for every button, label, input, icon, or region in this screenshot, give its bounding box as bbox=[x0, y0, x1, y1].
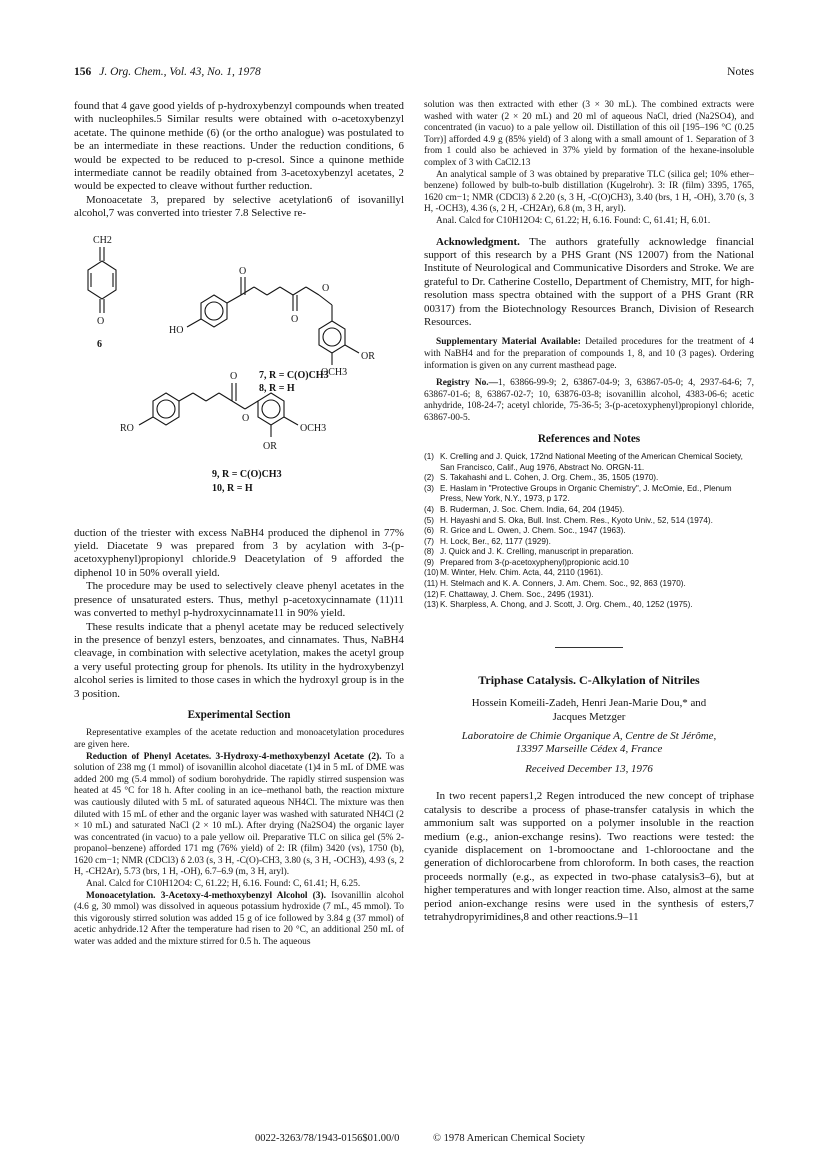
experimental-paragraph: solution was then extracted with ether (3 × 30 mL). The combined extracts were washed with water (2 × 20 mL) and 20 ml of aqueous NaCl, dried (Na2SO4), and concentrated (in vacuo) to a pale yellow oil. Distillation of this oil [195–196 °C (0.25 Torr)] afforded 4.9 g (85% yield) of 3 along with a small amount of 1. Separation of 3 from 1 could also be achieved in 37% yield by formation of the hexane-insoluble complex of 3 with CaCl2.13 bbox=[424, 100, 754, 168]
acknowledgment-title: Acknowledgment. bbox=[436, 235, 520, 248]
reference-item: (2) S. Takahashi and L. Cohen, J. Org. Chem., 35, 1505 (1970). bbox=[424, 473, 659, 483]
references-heading: References and Notes bbox=[537, 432, 641, 445]
procedure-body: To a solution of 238 mg (1 mmol) of isovanillin alcohol diacetate (1)4 in 5 mL of DME was added 200 mg (5.4 mmol) of sodium borohydride. The rapidly stirred suspension was heated at 45 °C for 18 h. After cooling in an ice–methanol bath, the reaction mixture was cautiously diluted with 5 mL of saturated aqueous NH4Cl. The mixture was then diluted with 15 mL of ether and the organic layer was washed with saturated NH4Cl (2 × 10 mL) and saturated NaCl (2 × 10 mL). After drying (Na2SO4) the organic layer was concentrated (in vacuo) to a pale yellow oil. Preparative TLC on silica gel (5% 2-propanol–benzene) afforded 171 mg (76% yield) of 2: IR (film) 3420 (vs), 1750 (b), 1620 cm−1; NMR (CDCl3) δ 2.03 (s, 3 H, -C(O)-CH3, 3.80 (s, 3 H, -OCH3), 4.93 (s, 2 H, -CH2Ar), 5.73 (brs, 1 H, -OH), 6.7–6.9 (m, 3 H, aryl). bbox=[74, 751, 404, 878]
reference-item: (4) B. Ruderman, J. Soc. Chem. India, 64, 204 (1945). bbox=[424, 504, 625, 514]
label-ro: RO bbox=[120, 422, 134, 434]
section-name: Notes bbox=[727, 66, 754, 78]
label-o: O bbox=[322, 282, 330, 294]
label-o: O bbox=[242, 412, 250, 424]
reference-item: (1) K. Crelling and J. Quick, 172nd National Meeting of the American Chemical Society, San Francisco, Calif., Aug 1976, Abstract No. ORGN-11. bbox=[424, 451, 743, 472]
experimental-heading: Experimental Section bbox=[187, 708, 291, 721]
copyright: © 1978 American Chemical Society bbox=[433, 1133, 586, 1144]
supplementary-body: Detailed procedures for the treatment of 4 with NaBH4 and for the preparation of compounds 1, 8, and 10 (3 pages). Ordering information is given on any current masthead page. bbox=[424, 337, 754, 371]
reference-item: (10) M. Winter, Helv. Chim. Acta, 44, 2110 (1961). bbox=[424, 568, 604, 578]
label-och3: OCH3 bbox=[321, 366, 348, 378]
affiliation-line: 13397 Marseille Cédex 4, France bbox=[515, 743, 663, 756]
authors-line: Hossein Komeili-Zadeh, Henri Jean-Marie Dou,* and bbox=[471, 697, 707, 710]
supplementary-title: Supplementary Material Available: bbox=[436, 337, 581, 348]
reference-item: (7) H. Lock, Ber., 62, 1177 (1929). bbox=[424, 536, 551, 546]
experimental-paragraph: An analytical sample of 3 was obtained by preparative TLC (silica gel; 10% ether–benzene) followed by bulb-to-bulb distillation (Kugelrohr). 3: IR (film) 3395, 1765, 1620 cm−1; NMR (CDCl3) δ 2.20 (s, 3 H, -C(O)CH3), 3.40 (brs, 1 H, -OH), 3.70 (s, 3 H, -OCH3), 4.36 (s, 2 H, -CH2Ar), 6.8 (m, 3 H, aryl). bbox=[424, 169, 754, 215]
affiliation bbox=[424, 730, 754, 757]
running-header bbox=[74, 66, 754, 84]
authors bbox=[424, 697, 754, 724]
analysis-line: Anal. Calcd for C10H12O4: C, 61.22; H, 6.16. Found: C, 61.41; H, 6.25. bbox=[86, 879, 361, 890]
label-compound-9: 9, R = C(O)CH3 bbox=[212, 468, 282, 480]
label-or: OR bbox=[361, 350, 375, 362]
label-compound-8: 8, R = H bbox=[259, 382, 295, 394]
reference-item: (9) Prepared from 3-(p-acetoxyphenyl)propionic acid.10 bbox=[424, 557, 629, 567]
article-code: 0022-3263/78/1943-0156$01.00/0 bbox=[255, 1133, 400, 1144]
reference-item: (11) H. Stelmach and K. A. Conners, J. Am. Chem. Soc., 92, 863 (1970). bbox=[424, 579, 686, 589]
experimental-paragraph: Representative examples of the acetate reduction and monoacetylation procedures are given here. bbox=[74, 728, 404, 750]
label-ho: HO bbox=[169, 324, 184, 336]
reference-item: (6) R. Grice and L. Owen, J. Chem. Soc., 1947 (1963). bbox=[424, 526, 626, 536]
label-ch2: CH2 bbox=[93, 234, 112, 246]
intro-paragraph: In two recent papers1,2 Regen introduced the new concept of triphase catalysis to describe a process of phase-transfer catalysis in which the ammonium salt was supported on a polymer insoluble in the reaction medium (e.g., anion-exchange resins). Two reactions were tested: the cyanide displacement on 1-bromooctane and 1-chlorooctane and the generation of dichlorocarbene from chloroform. In both cases, the reaction proceeds normally (e.g., as expected in two-phase catalysis3–6), but at higher temperatures and with longer reaction time. Also, almost at the same period anion-exchange resins were used in the synthesis of esters,7 tetrahydropyrimidines,8 and other reactions.9–11 bbox=[424, 790, 754, 923]
reference-item: (3) E. Haslam in "Protective Groups in Organic Chemistry", J. McOmie, Ed., Plenum Press, New York, N.Y., 1973, p 172. bbox=[424, 483, 732, 504]
affiliation-line: Laboratoire de Chimie Organique A, Centre de St Jérôme, bbox=[461, 730, 717, 743]
reference-item: (13) K. Sharpless, A. Chong, and J. Scott, J. Org. Chem., 40, 1252 (1975). bbox=[424, 600, 693, 610]
supplementary-material bbox=[424, 337, 754, 372]
label-o: O bbox=[291, 313, 299, 325]
received-date: Received December 13, 1976 bbox=[525, 762, 653, 775]
reference-list bbox=[424, 452, 754, 611]
body-paragraph: found that 4 gave good yields of p-hydroxybenzyl compounds when treated with nucleophiles.5 Similar results were obtained with o-acetoxybenzyl acetate. The quinone methide (6) (or the ortho analogue) was postulated to be an intermediate in these reactions. Under the reduction conditions, 6 would be expected to be reduced to p-cresol. Since a quinone methide intermediate cannot be readily obtained from 3-acetoxybenzyl acetates, 2 would be expected to cleave without further reduction. bbox=[74, 100, 404, 193]
body-paragraph: The procedure may be used to selectively cleave phenyl acetates in the presence of unsaturated esters. Thus, methyl p-acetoxycinnamate (11)11 was converted to methyl p-hydroxycinnamate11 in 90% yield. bbox=[74, 580, 404, 620]
left-column bbox=[74, 100, 404, 949]
reference-item: (5) H. Hayashi and S. Oka, Bull. Inst. Chem. Res., Kyoto Univ., 52, 514 (1974). bbox=[424, 515, 713, 525]
journal-citation: J. Org. Chem., Vol. 43, No. 1, 1978 bbox=[99, 66, 261, 78]
label-o: O bbox=[230, 370, 238, 382]
label-compound-10: 10, R = H bbox=[212, 482, 253, 494]
article-title: Triphase Catalysis. C-Alkylation of Nitriles bbox=[478, 672, 700, 687]
reference-item: (12) F. Chattaway, J. Chem. Soc., 2495 (1931). bbox=[424, 589, 594, 599]
experimental-paragraph bbox=[74, 752, 404, 880]
label-or: OR bbox=[263, 440, 277, 452]
body-paragraph: These results indicate that a phenyl acetate may be reduced selectively in the presence of benzyl esters, benzoates, and cinnamates. Thus, NaBH4 cleavage, in combination with selective acetylation, makes the acetyl group a very useful protecting group for phenols. Its utility in the hydroxybenzyl alcohol series is limited to those cases in which the hydroxyl group is in the 3 position. bbox=[74, 620, 404, 700]
procedure-title: Reduction of Phenyl Acetates. 3-Hydroxy-4-methoxybenzyl Acetate (2). bbox=[86, 751, 382, 762]
chemical-structures bbox=[74, 225, 404, 525]
label-o: O bbox=[97, 315, 105, 327]
body-paragraph: duction of the triester with excess NaBH4 produced the diphenol in 77% yield. Diacetate 9 was prepared from 3 by acylation with 3-(p-acetoxyphenyl)propionyl chloride.9 Deacetylation of 9 afforded the diphenol 10 in 50% overall yield. bbox=[74, 526, 404, 579]
experimental-paragraph bbox=[74, 891, 404, 949]
registry-title: Registry No.— bbox=[436, 378, 499, 389]
label-o: O bbox=[239, 265, 247, 277]
article-divider bbox=[555, 647, 623, 648]
reference-item: (8) J. Quick and J. K. Crelling, manuscript in preparation. bbox=[424, 547, 634, 557]
registry-numbers bbox=[424, 378, 754, 424]
label-compound-6: 6 bbox=[97, 338, 102, 350]
page-number: 156 bbox=[74, 66, 92, 78]
procedure-body: Isovanillin alcohol (4.6 g, 30 mmol) was dissolved in aqueous potassium hydroxide (7 mL, 45 mmol). To this vigorously stirred solution was added 15 g of ice followed by 3.84 g (37 mmol) of acetic anhydride.12 After the temperature had risen to 20 °C, an additional 250 mL of water was added and the mixture stirred for 0.5 h. The aqueous bbox=[74, 890, 404, 948]
body-paragraph: Monoacetate 3, prepared by selective acetylation6 of isovanillyl alcohol,7 was converted into triester 7.8 Selective re- bbox=[74, 193, 404, 220]
label-och3: OCH3 bbox=[300, 422, 327, 434]
analysis-line: Anal. Calcd for C10H12O4: C, 61.22; H, 6.16. Found: C, 61.41; H, 6.01. bbox=[436, 215, 711, 226]
registry-body: 1, 63866-99-9; 2, 63867-04-9; 3, 63867-05-0; 4, 2937-64-6; 7, 63867-01-6; 8, 63867-02-7; 10, 63876-03-8; isovanillin alcohol, 4383-06-6; acetic anhydride, 108-24-7; acetyl chloride, 75-36-5; 3-(p-acetoxyphenyl)propionyl chloride, 63867-00-5. bbox=[424, 378, 754, 423]
right-column bbox=[424, 100, 754, 924]
acknowledgment bbox=[424, 236, 754, 330]
authors-line: Jacques Metzger bbox=[552, 710, 626, 723]
procedure-title: Monoacetylation. 3-Acetoxy-4-methoxybenzyl Alcohol (3). bbox=[86, 890, 326, 901]
structures-drawing bbox=[74, 225, 404, 525]
label-compound-7: 7, R = C(O)CH3 bbox=[259, 369, 329, 381]
acknowledgment-body: The authors gratefully acknowledge financial support of this research by a PHS Grant (NS 12007) from the National Institute of Neurological and Communicative Disorders and Stroke. We are grateful to Dr. Catherine Costello, Department of Chemistry, MIT, for high-resolution mass spectra obtained with the support of a PHS Grant (RR 00317) from the Biotechnology Resources Branch, Division of Research Resources. bbox=[424, 235, 754, 328]
